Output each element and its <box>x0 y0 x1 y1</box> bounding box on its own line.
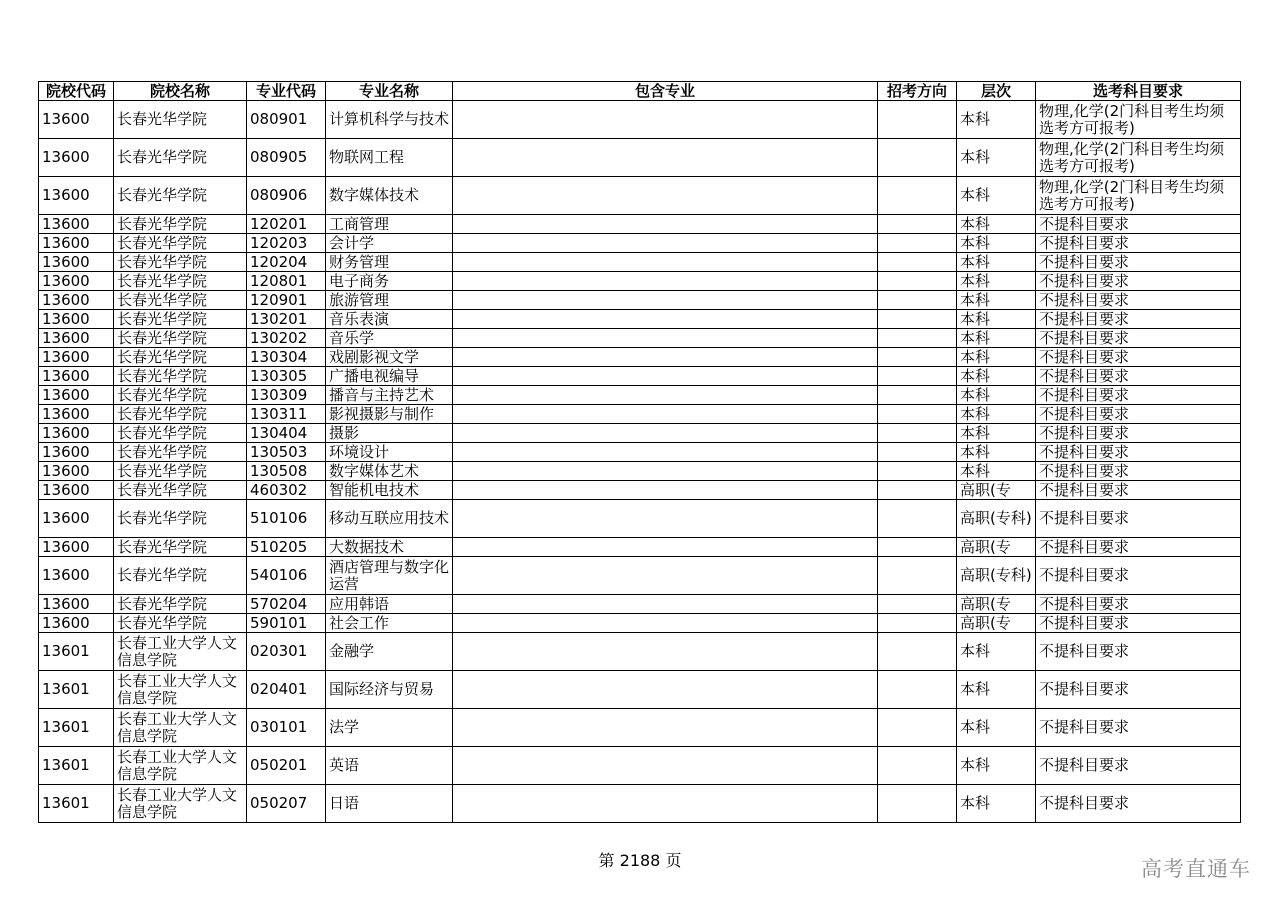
table-cell: 080905 <box>247 139 326 177</box>
table-cell: 13600 <box>39 310 114 329</box>
table-row <box>39 633 1241 671</box>
table-cell: 13600 <box>39 367 114 386</box>
table-cell: 大数据技术 <box>326 538 453 557</box>
table-cell: 不提科目要求 <box>1036 424 1241 443</box>
table-cell: 长春光华学院 <box>114 329 247 348</box>
header-cell: 专业名称 <box>326 82 453 101</box>
header-cell: 招考方向 <box>878 82 957 101</box>
header-cell: 专业代码 <box>247 82 326 101</box>
admissions-table <box>38 81 1241 823</box>
table-cell: 智能机电技术 <box>326 481 453 500</box>
table-cell: 高职(专 <box>957 481 1036 500</box>
table-cell: 13600 <box>39 462 114 481</box>
table-cell <box>453 139 878 177</box>
table-cell: 不提科目要求 <box>1036 747 1241 785</box>
table-cell: 13601 <box>39 709 114 747</box>
table-row <box>39 481 1241 500</box>
table-cell <box>878 443 957 462</box>
table-cell: 13600 <box>39 557 114 595</box>
header-cell: 院校名称 <box>114 82 247 101</box>
table-cell: 13600 <box>39 139 114 177</box>
table-cell: 长春光华学院 <box>114 405 247 424</box>
table-cell: 环境设计 <box>326 443 453 462</box>
table-cell: 音乐表演 <box>326 310 453 329</box>
table-cell: 不提科目要求 <box>1036 709 1241 747</box>
table-cell: 13600 <box>39 215 114 234</box>
table-cell: 13600 <box>39 291 114 310</box>
table-row <box>39 234 1241 253</box>
table-cell <box>878 462 957 481</box>
table-cell: 长春工业大学人文信息学院 <box>114 709 247 747</box>
table-cell: 120901 <box>247 291 326 310</box>
table-cell <box>453 538 878 557</box>
table-cell <box>453 709 878 747</box>
table-cell: 13600 <box>39 424 114 443</box>
table-cell <box>453 462 878 481</box>
table-cell: 长春光华学院 <box>114 177 247 215</box>
table-cell <box>878 405 957 424</box>
table-cell: 不提科目要求 <box>1036 462 1241 481</box>
table-cell: 国际经济与贸易 <box>326 671 453 709</box>
table-cell: 长春光华学院 <box>114 500 247 538</box>
table-cell <box>878 595 957 614</box>
table-row <box>39 462 1241 481</box>
table-cell: 本科 <box>957 709 1036 747</box>
table-cell: 不提科目要求 <box>1036 500 1241 538</box>
table-cell: 本科 <box>957 215 1036 234</box>
table-cell <box>453 747 878 785</box>
table-cell <box>878 234 957 253</box>
table-row <box>39 443 1241 462</box>
table-cell <box>453 348 878 367</box>
table-cell: 不提科目要求 <box>1036 614 1241 633</box>
table-cell <box>453 291 878 310</box>
table-cell: 高职(专 <box>957 614 1036 633</box>
table-cell: 高职(专 <box>957 595 1036 614</box>
table-cell <box>878 747 957 785</box>
table-cell: 物理,化学(2门科目考生均须选考方可报考) <box>1036 177 1241 215</box>
table-row <box>39 101 1241 139</box>
table-cell: 财务管理 <box>326 253 453 272</box>
table-row <box>39 405 1241 424</box>
table-cell: 13601 <box>39 747 114 785</box>
table-cell: 030101 <box>247 709 326 747</box>
table-cell: 物理,化学(2门科目考生均须选考方可报考) <box>1036 101 1241 139</box>
header-cell: 选考科目要求 <box>1036 82 1241 101</box>
table-cell: 13600 <box>39 101 114 139</box>
table-cell: 120201 <box>247 215 326 234</box>
table-cell <box>878 500 957 538</box>
table-row <box>39 139 1241 177</box>
table-cell: 计算机科学与技术 <box>326 101 453 139</box>
watermark: 高考直通车 <box>1141 857 1251 881</box>
table-cell <box>453 215 878 234</box>
table-row <box>39 177 1241 215</box>
table-cell: 不提科目要求 <box>1036 367 1241 386</box>
table-cell: 长春光华学院 <box>114 310 247 329</box>
table-cell <box>878 177 957 215</box>
header-cell: 包含专业 <box>453 82 878 101</box>
table-cell <box>878 538 957 557</box>
table-cell: 高职(专科) <box>957 500 1036 538</box>
table-cell <box>453 671 878 709</box>
table-cell: 不提科目要求 <box>1036 234 1241 253</box>
table-cell <box>453 785 878 823</box>
table-cell: 长春光华学院 <box>114 386 247 405</box>
table-cell: 长春光华学院 <box>114 215 247 234</box>
table-cell: 本科 <box>957 348 1036 367</box>
table-cell: 不提科目要求 <box>1036 348 1241 367</box>
table-row <box>39 557 1241 595</box>
table-cell <box>878 329 957 348</box>
table-cell <box>878 272 957 291</box>
table-cell <box>453 253 878 272</box>
table-cell <box>453 101 878 139</box>
table-cell: 长春光华学院 <box>114 139 247 177</box>
table-cell <box>453 386 878 405</box>
table-cell: 长春工业大学人文信息学院 <box>114 671 247 709</box>
table-cell: 不提科目要求 <box>1036 386 1241 405</box>
table-cell: 音乐学 <box>326 329 453 348</box>
table-cell: 120203 <box>247 234 326 253</box>
table-cell: 不提科目要求 <box>1036 671 1241 709</box>
table-cell: 13600 <box>39 386 114 405</box>
table-cell <box>878 291 957 310</box>
table-cell <box>878 253 957 272</box>
table-row <box>39 785 1241 823</box>
table-cell <box>878 614 957 633</box>
table-cell: 13600 <box>39 500 114 538</box>
table-cell: 本科 <box>957 234 1036 253</box>
table-cell: 13600 <box>39 177 114 215</box>
table-row <box>39 709 1241 747</box>
table-cell: 510106 <box>247 500 326 538</box>
table-cell: 工商管理 <box>326 215 453 234</box>
table-cell: 不提科目要求 <box>1036 272 1241 291</box>
table-cell: 长春光华学院 <box>114 614 247 633</box>
table-cell: 130311 <box>247 405 326 424</box>
table-cell: 本科 <box>957 272 1036 291</box>
table-cell: 社会工作 <box>326 614 453 633</box>
table-cell: 本科 <box>957 386 1036 405</box>
table-row <box>39 272 1241 291</box>
table-cell: 本科 <box>957 405 1036 424</box>
table-cell: 不提科目要求 <box>1036 215 1241 234</box>
table-cell <box>878 671 957 709</box>
table-cell: 本科 <box>957 291 1036 310</box>
table-cell: 本科 <box>957 424 1036 443</box>
table-cell: 13600 <box>39 614 114 633</box>
table-row <box>39 215 1241 234</box>
table-cell: 120204 <box>247 253 326 272</box>
table-cell <box>453 443 878 462</box>
table-row <box>39 671 1241 709</box>
table-cell: 播音与主持艺术 <box>326 386 453 405</box>
table-cell <box>453 329 878 348</box>
table-cell: 长春光华学院 <box>114 348 247 367</box>
table-cell: 510205 <box>247 538 326 557</box>
table-cell <box>878 367 957 386</box>
table-cell: 本科 <box>957 177 1036 215</box>
table-cell: 本科 <box>957 671 1036 709</box>
table-row <box>39 538 1241 557</box>
table-cell <box>878 139 957 177</box>
table-cell: 长春工业大学人文信息学院 <box>114 785 247 823</box>
table-cell <box>878 101 957 139</box>
table-cell: 020401 <box>247 671 326 709</box>
table-cell: 不提科目要求 <box>1036 310 1241 329</box>
table-cell: 法学 <box>326 709 453 747</box>
table-cell <box>878 215 957 234</box>
table-cell <box>878 424 957 443</box>
table-cell: 移动互联应用技术 <box>326 500 453 538</box>
table-row <box>39 329 1241 348</box>
table-row <box>39 310 1241 329</box>
table-cell: 130305 <box>247 367 326 386</box>
table-cell: 会计学 <box>326 234 453 253</box>
table-row <box>39 614 1241 633</box>
table-cell: 广播电视编导 <box>326 367 453 386</box>
table-cell <box>453 405 878 424</box>
table-cell <box>453 614 878 633</box>
table-cell: 13601 <box>39 633 114 671</box>
table-row <box>39 500 1241 538</box>
table-cell: 13600 <box>39 405 114 424</box>
table-cell: 13600 <box>39 348 114 367</box>
table-cell: 长春工业大学人文信息学院 <box>114 747 247 785</box>
table-cell: 本科 <box>957 443 1036 462</box>
table-cell: 540106 <box>247 557 326 595</box>
table-cell: 数字媒体技术 <box>326 177 453 215</box>
table-cell <box>878 557 957 595</box>
table-cell: 13600 <box>39 595 114 614</box>
table-cell: 本科 <box>957 253 1036 272</box>
table-body <box>39 101 1241 823</box>
table-cell: 13600 <box>39 481 114 500</box>
table-cell: 电子商务 <box>326 272 453 291</box>
table-row <box>39 424 1241 443</box>
table-cell: 130202 <box>247 329 326 348</box>
table-cell <box>453 272 878 291</box>
table-row <box>39 253 1241 272</box>
table-cell: 本科 <box>957 310 1036 329</box>
table-cell: 不提科目要求 <box>1036 405 1241 424</box>
header-row <box>39 82 1241 101</box>
table-cell: 长春光华学院 <box>114 443 247 462</box>
table-row <box>39 386 1241 405</box>
table-row <box>39 595 1241 614</box>
table-cell <box>878 310 957 329</box>
table-cell <box>878 481 957 500</box>
table-cell: 长春光华学院 <box>114 272 247 291</box>
table-cell: 高职(专 <box>957 538 1036 557</box>
table-cell: 物理,化学(2门科目考生均须选考方可报考) <box>1036 139 1241 177</box>
table-cell: 570204 <box>247 595 326 614</box>
table-cell <box>878 348 957 367</box>
table-cell: 130309 <box>247 386 326 405</box>
table-cell: 130201 <box>247 310 326 329</box>
table-cell: 本科 <box>957 785 1036 823</box>
table-cell: 长春光华学院 <box>114 234 247 253</box>
table-cell: 13601 <box>39 671 114 709</box>
table-cell: 590101 <box>247 614 326 633</box>
table-cell: 不提科目要求 <box>1036 481 1241 500</box>
table-cell: 080901 <box>247 101 326 139</box>
table-cell: 戏剧影视文学 <box>326 348 453 367</box>
table-cell: 影视摄影与制作 <box>326 405 453 424</box>
table-cell <box>453 500 878 538</box>
table-cell: 酒店管理与数字化运营 <box>326 557 453 595</box>
table-cell <box>453 177 878 215</box>
table-cell: 数字媒体艺术 <box>326 462 453 481</box>
table-row <box>39 348 1241 367</box>
table-cell: 本科 <box>957 747 1036 785</box>
table-cell: 旅游管理 <box>326 291 453 310</box>
header-cell: 层次 <box>957 82 1036 101</box>
table-cell: 460302 <box>247 481 326 500</box>
table-cell: 本科 <box>957 329 1036 348</box>
table-cell: 13600 <box>39 253 114 272</box>
table-cell: 13601 <box>39 785 114 823</box>
table-cell <box>453 424 878 443</box>
table-cell: 13600 <box>39 443 114 462</box>
table-cell <box>878 709 957 747</box>
table-cell: 日语 <box>326 785 453 823</box>
table-cell: 长春光华学院 <box>114 367 247 386</box>
table-cell: 本科 <box>957 633 1036 671</box>
table-cell: 英语 <box>326 747 453 785</box>
table-cell: 13600 <box>39 234 114 253</box>
table-cell: 13600 <box>39 538 114 557</box>
table-cell: 13600 <box>39 329 114 348</box>
table-cell <box>878 386 957 405</box>
table-cell: 物联网工程 <box>326 139 453 177</box>
table-cell: 本科 <box>957 139 1036 177</box>
table-row <box>39 367 1241 386</box>
table-cell: 不提科目要求 <box>1036 595 1241 614</box>
table-cell: 长春光华学院 <box>114 538 247 557</box>
table-cell: 摄影 <box>326 424 453 443</box>
table-cell: 不提科目要求 <box>1036 291 1241 310</box>
table-cell <box>453 367 878 386</box>
table-cell: 长春光华学院 <box>114 253 247 272</box>
table-cell: 130503 <box>247 443 326 462</box>
table-cell: 050207 <box>247 785 326 823</box>
header-cell: 院校代码 <box>39 82 114 101</box>
table-cell: 050201 <box>247 747 326 785</box>
table-cell: 长春光华学院 <box>114 291 247 310</box>
table-cell: 应用韩语 <box>326 595 453 614</box>
table-row <box>39 291 1241 310</box>
table-cell <box>453 595 878 614</box>
table-cell: 金融学 <box>326 633 453 671</box>
table-cell: 长春光华学院 <box>114 595 247 614</box>
table-cell: 不提科目要求 <box>1036 253 1241 272</box>
table-cell: 长春光华学院 <box>114 424 247 443</box>
table-cell <box>453 234 878 253</box>
table-cell <box>453 557 878 595</box>
table-cell: 020301 <box>247 633 326 671</box>
table-header <box>39 82 1241 101</box>
table-row <box>39 747 1241 785</box>
table-cell: 120801 <box>247 272 326 291</box>
table-cell: 不提科目要求 <box>1036 538 1241 557</box>
table-cell: 13600 <box>39 272 114 291</box>
table-cell: 130508 <box>247 462 326 481</box>
table-cell: 长春工业大学人文信息学院 <box>114 633 247 671</box>
table-cell: 长春光华学院 <box>114 557 247 595</box>
table-cell <box>453 310 878 329</box>
table-cell: 本科 <box>957 101 1036 139</box>
table-cell <box>878 785 957 823</box>
table-cell: 本科 <box>957 462 1036 481</box>
table-cell: 长春光华学院 <box>114 481 247 500</box>
table-cell: 不提科目要求 <box>1036 633 1241 671</box>
table-cell: 130404 <box>247 424 326 443</box>
table-cell: 080906 <box>247 177 326 215</box>
table-cell: 不提科目要求 <box>1036 329 1241 348</box>
table-cell: 130304 <box>247 348 326 367</box>
table-cell: 不提科目要求 <box>1036 785 1241 823</box>
table-cell: 不提科目要求 <box>1036 557 1241 595</box>
table-cell: 长春光华学院 <box>114 101 247 139</box>
table-cell: 不提科目要求 <box>1036 443 1241 462</box>
table-cell: 长春光华学院 <box>114 462 247 481</box>
table-cell <box>878 633 957 671</box>
table-cell <box>453 633 878 671</box>
table-cell: 高职(专科) <box>957 557 1036 595</box>
page-number: 第 2188 页 <box>598 851 682 870</box>
table-cell: 本科 <box>957 367 1036 386</box>
table-cell <box>453 481 878 500</box>
